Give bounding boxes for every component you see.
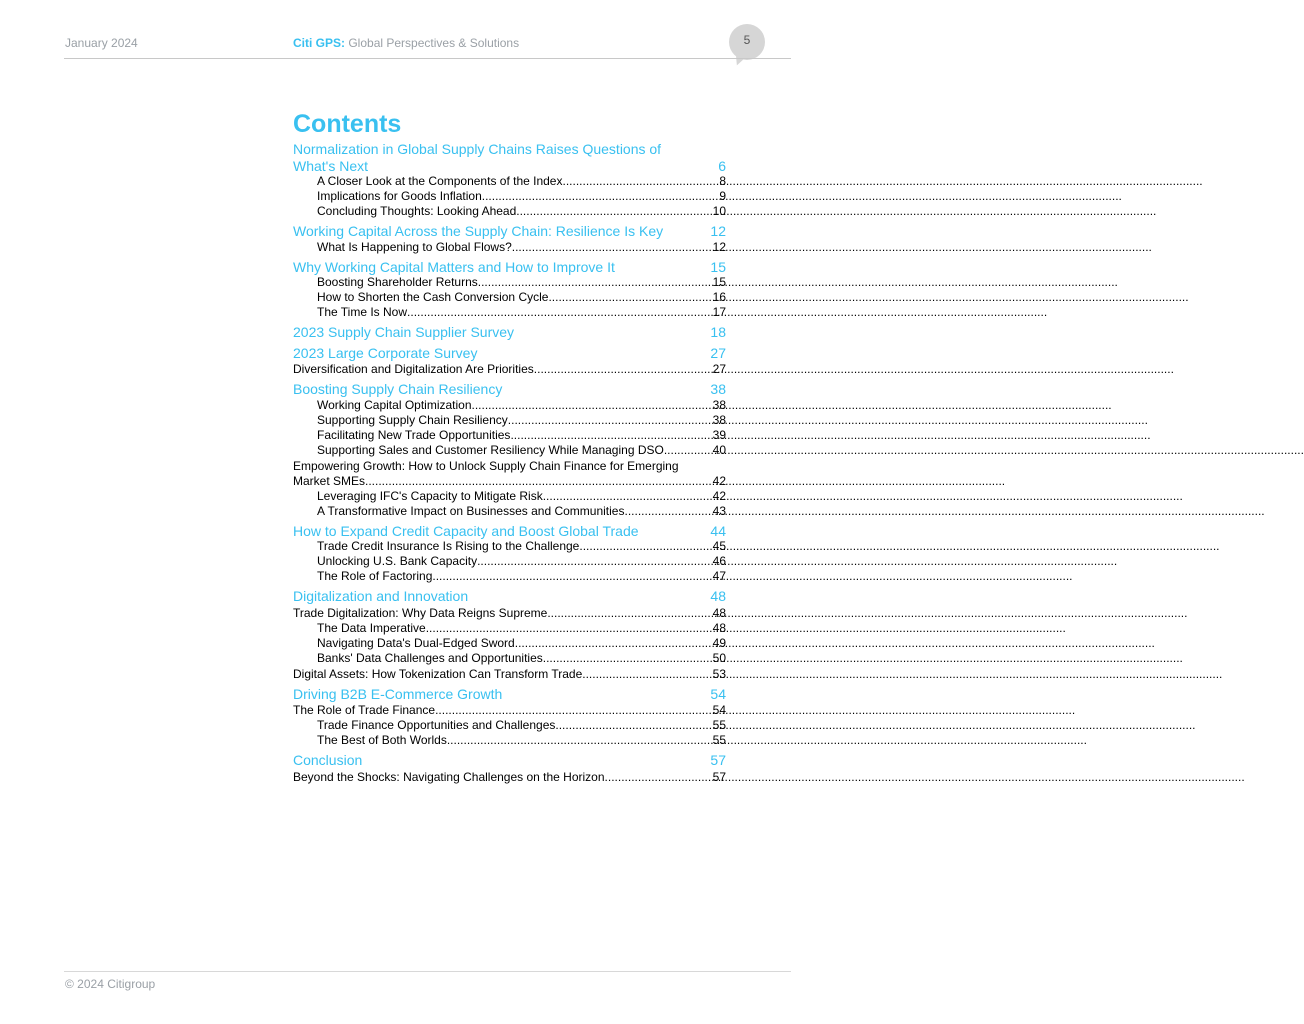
toc-entry-label: Trade Digitalization: Why Data Reigns Supreme — [293, 605, 548, 620]
toc-heading-label: 2023 Supply Chain Supplier Survey — [293, 324, 515, 340]
toc-entry-label: Diversification and Digitalization Are Priorities — [293, 362, 534, 376]
toc-page-number: 55 — [712, 733, 726, 747]
toc-page-number: 48 — [712, 605, 726, 620]
toc-entry-label: What Is Happening to Global Flows? — [317, 239, 512, 254]
page-number: 5 — [743, 33, 751, 47]
toc-subsection-entry[interactable] — [293, 621, 726, 636]
brand-tagline: Global Perspectives & Solutions — [345, 36, 520, 50]
toc-page-number: 15 — [712, 275, 726, 289]
toc-entry-label: Facilitating New Trade Opportunities — [317, 427, 511, 442]
toc-page-number: 9 — [719, 189, 726, 203]
toc-subsection-entry[interactable] — [293, 290, 726, 305]
toc-dot-leader — [516, 204, 712, 219]
toc-entry-label: The Data Imperative — [317, 620, 426, 635]
toc-page-number: 12 — [712, 239, 726, 254]
toc-page-number: 10 — [712, 204, 726, 218]
toc-entry-label: Banks' Data Challenges and Opportunities — [317, 650, 543, 665]
toc-dot-leader — [515, 636, 713, 651]
toc-heading-label: How to Expand Credit Capacity and Boost Global Trade — [293, 522, 639, 539]
toc-page-number: 50 — [712, 650, 726, 665]
toc-subsection-entry[interactable] — [293, 428, 726, 443]
toc-section-heading[interactable] — [293, 223, 726, 240]
toc-dot-leader — [534, 362, 713, 377]
toc-heading-label: Digitalization and Innovation — [293, 588, 469, 604]
page-title: Contents — [293, 110, 402, 138]
toc-section-heading[interactable] — [293, 381, 726, 398]
toc-dot-leader — [478, 275, 713, 290]
toc-heading-label: Conclusion — [293, 752, 363, 768]
toc-dot-leader — [472, 398, 713, 413]
toc-subsection-entry[interactable] — [293, 651, 726, 666]
toc-entry-label: The Time Is Now — [317, 305, 408, 319]
toc-subsection-entry[interactable] — [293, 305, 726, 320]
toc-section-heading[interactable] — [293, 259, 726, 276]
toc-entry-label: Leveraging IFC's Capacity to Mitigate Risk — [317, 488, 543, 503]
speech-bubble-tail — [731, 50, 749, 68]
toc-entry-label: A Transformative Impact on Businesses and Communities — [317, 503, 625, 518]
toc-chapter-entry[interactable] — [293, 362, 726, 377]
toc-entry-line: Market SMEs — [293, 473, 366, 488]
toc-page-number: 38 — [710, 381, 726, 397]
toc-subsection-entry[interactable] — [293, 718, 726, 733]
toc-subsection-entry[interactable] — [293, 554, 726, 569]
toc-chapter-entry[interactable] — [293, 606, 726, 621]
toc-entry-label: Supporting Sales and Customer Resiliency While Managing DSO — [317, 442, 664, 457]
toc-subsection-entry[interactable] — [293, 174, 726, 189]
toc-entry-label: Beyond the Shocks: Navigating Challenges on the Horizon — [293, 769, 605, 784]
toc-subsection-entry[interactable] — [293, 733, 726, 748]
toc-dot-leader — [512, 240, 713, 255]
toc-entry-label: How to Shorten the Cash Conversion Cycle — [317, 290, 549, 304]
toc-page-number: 15 — [710, 258, 726, 275]
toc-entry-label: Supporting Supply Chain Resiliency — [317, 412, 508, 427]
footer-divider — [64, 971, 791, 972]
toc-page-number: 42 — [712, 488, 726, 503]
toc-dot-leader — [582, 667, 712, 682]
toc-page-number: 48 — [712, 620, 726, 635]
toc-entry-line: Empowering Growth: How to Unlock Supply Chain Finance for Emerging — [293, 458, 679, 473]
toc-dot-leader — [562, 174, 719, 189]
toc-entry-label: Navigating Data's Dual-Edged Sword — [317, 635, 515, 650]
toc-page-number: 40 — [712, 442, 726, 457]
toc-subsection-entry[interactable] — [293, 489, 726, 504]
toc-heading-label: Working Capital Across the Supply Chain: Resilience Is Key — [293, 223, 664, 239]
toc-dot-leader — [664, 443, 713, 458]
toc-chapter-entry[interactable] — [293, 703, 726, 718]
toc-subsection-entry[interactable] — [293, 504, 726, 519]
toc-page-number: 8 — [719, 174, 726, 188]
toc-entry-label: Working Capital Optimization — [317, 397, 472, 412]
toc-section-heading[interactable] — [293, 588, 726, 605]
toc-page-number: 38 — [712, 412, 726, 427]
toc-page-number: 46 — [712, 554, 726, 568]
header-divider — [64, 58, 791, 59]
toc-subsection-entry[interactable] — [293, 398, 726, 413]
toc-subsection-entry[interactable] — [293, 636, 726, 651]
toc-chapter-entry[interactable] — [293, 459, 726, 489]
toc-entry-label: Concluding Thoughts: Looking Ahead — [317, 204, 517, 218]
toc-subsection-entry[interactable] — [293, 413, 726, 428]
toc-dot-leader — [547, 606, 712, 621]
toc-heading-label: 2023 Large Corporate Survey — [293, 344, 478, 361]
toc-page-number: 54 — [710, 685, 726, 702]
table-of-contents — [293, 141, 726, 785]
toc-entry-label: Trade Finance Opportunities and Challenges — [317, 718, 556, 732]
toc-dot-leader — [548, 290, 712, 305]
toc-subsection-entry[interactable] — [293, 275, 726, 290]
toc-subsection-entry[interactable] — [293, 204, 726, 219]
toc-dot-leader — [543, 651, 713, 666]
toc-subsection-entry[interactable] — [293, 240, 726, 255]
toc-heading-line: Normalization in Global Supply Chains Raises Questions of — [293, 141, 662, 157]
toc-entry-label: Unlocking U.S. Bank Capacity — [317, 554, 478, 568]
toc-heading-line: What's Next — [293, 157, 369, 174]
toc-entry-label: The Role of Factoring — [317, 569, 433, 583]
toc-section-heading[interactable] — [293, 686, 726, 703]
toc-dot-leader — [365, 474, 713, 489]
toc-page-number: 57 — [712, 769, 726, 784]
toc-dot-leader — [624, 504, 712, 519]
toc-page-number: 55 — [712, 718, 726, 732]
toc-subsection-entry[interactable] — [293, 443, 726, 458]
toc-entry-label: Trade Credit Insurance Is Rising to the Challenge — [317, 539, 580, 553]
toc-heading-label: Driving B2B E-Commerce Growth — [293, 685, 503, 702]
header-date: January 2024 — [65, 36, 138, 50]
toc-entry-label: Digital Assets: How Tokenization Can Transform Trade — [293, 666, 583, 681]
toc-dot-leader — [477, 554, 713, 569]
toc-dot-leader — [432, 569, 712, 584]
toc-page-number: 44 — [710, 522, 726, 539]
toc-page-number: 53 — [712, 666, 726, 681]
toc-page-number: 18 — [710, 324, 726, 340]
toc-page-number: 39 — [712, 427, 726, 442]
toc-page-number: 54 — [712, 703, 726, 717]
toc-page-number: 17 — [712, 305, 726, 319]
toc-page-number: 42 — [712, 473, 726, 488]
toc-dot-leader — [555, 718, 712, 733]
toc-subsection-entry[interactable] — [293, 189, 726, 204]
toc-dot-leader — [482, 189, 720, 204]
toc-subsection-entry[interactable] — [293, 539, 726, 554]
toc-section-heading[interactable] — [293, 345, 726, 362]
toc-subsection-entry[interactable] — [293, 569, 726, 584]
toc-page-number: 27 — [710, 344, 726, 361]
toc-entry-label: The Role of Trade Finance — [293, 703, 436, 717]
toc-entry-label: The Best of Both Worlds — [317, 733, 447, 747]
toc-dot-leader — [508, 413, 713, 428]
page-number-badge — [729, 24, 765, 60]
toc-dot-leader — [579, 539, 712, 554]
toc-dot-leader — [510, 428, 712, 443]
toc-entry-label: A Closer Look at the Components of the Index — [317, 174, 563, 188]
toc-section-heading[interactable] — [293, 141, 726, 174]
toc-dot-leader — [426, 621, 713, 636]
toc-entry-label: Boosting Shareholder Returns — [317, 275, 478, 289]
brand-name: Citi GPS: — [293, 36, 346, 50]
toc-page-number: 49 — [712, 635, 726, 650]
toc-heading-label: Boosting Supply Chain Resiliency — [293, 381, 503, 397]
toc-dot-leader — [447, 733, 713, 748]
toc-page-number: 43 — [712, 503, 726, 518]
toc-dot-leader — [407, 305, 713, 320]
footer-copyright: © 2024 Citigroup — [65, 977, 156, 991]
toc-entry-label: Implications for Goods Inflation — [317, 189, 482, 203]
toc-page-number: 45 — [712, 539, 726, 553]
toc-page-number: 6 — [718, 157, 726, 174]
toc-section-heading[interactable] — [293, 523, 726, 540]
toc-page-number: 47 — [712, 569, 726, 583]
toc-page-number: 48 — [710, 588, 726, 604]
toc-page-number: 12 — [710, 223, 726, 239]
toc-page-number: 16 — [712, 290, 726, 304]
toc-section-heading[interactable] — [293, 324, 726, 341]
toc-page-number: 27 — [712, 362, 726, 376]
header-brand — [293, 36, 519, 50]
toc-dot-leader — [605, 770, 713, 785]
toc-dot-leader — [435, 703, 713, 718]
toc-page-number: 57 — [710, 752, 726, 768]
toc-section-heading[interactable] — [293, 752, 726, 769]
toc-chapter-entry[interactable] — [293, 667, 726, 682]
toc-page-number: 38 — [712, 397, 726, 412]
toc-dot-leader — [543, 489, 713, 504]
toc-heading-label: Why Working Capital Matters and How to Improve It — [293, 258, 615, 275]
toc-chapter-entry[interactable] — [293, 770, 726, 785]
